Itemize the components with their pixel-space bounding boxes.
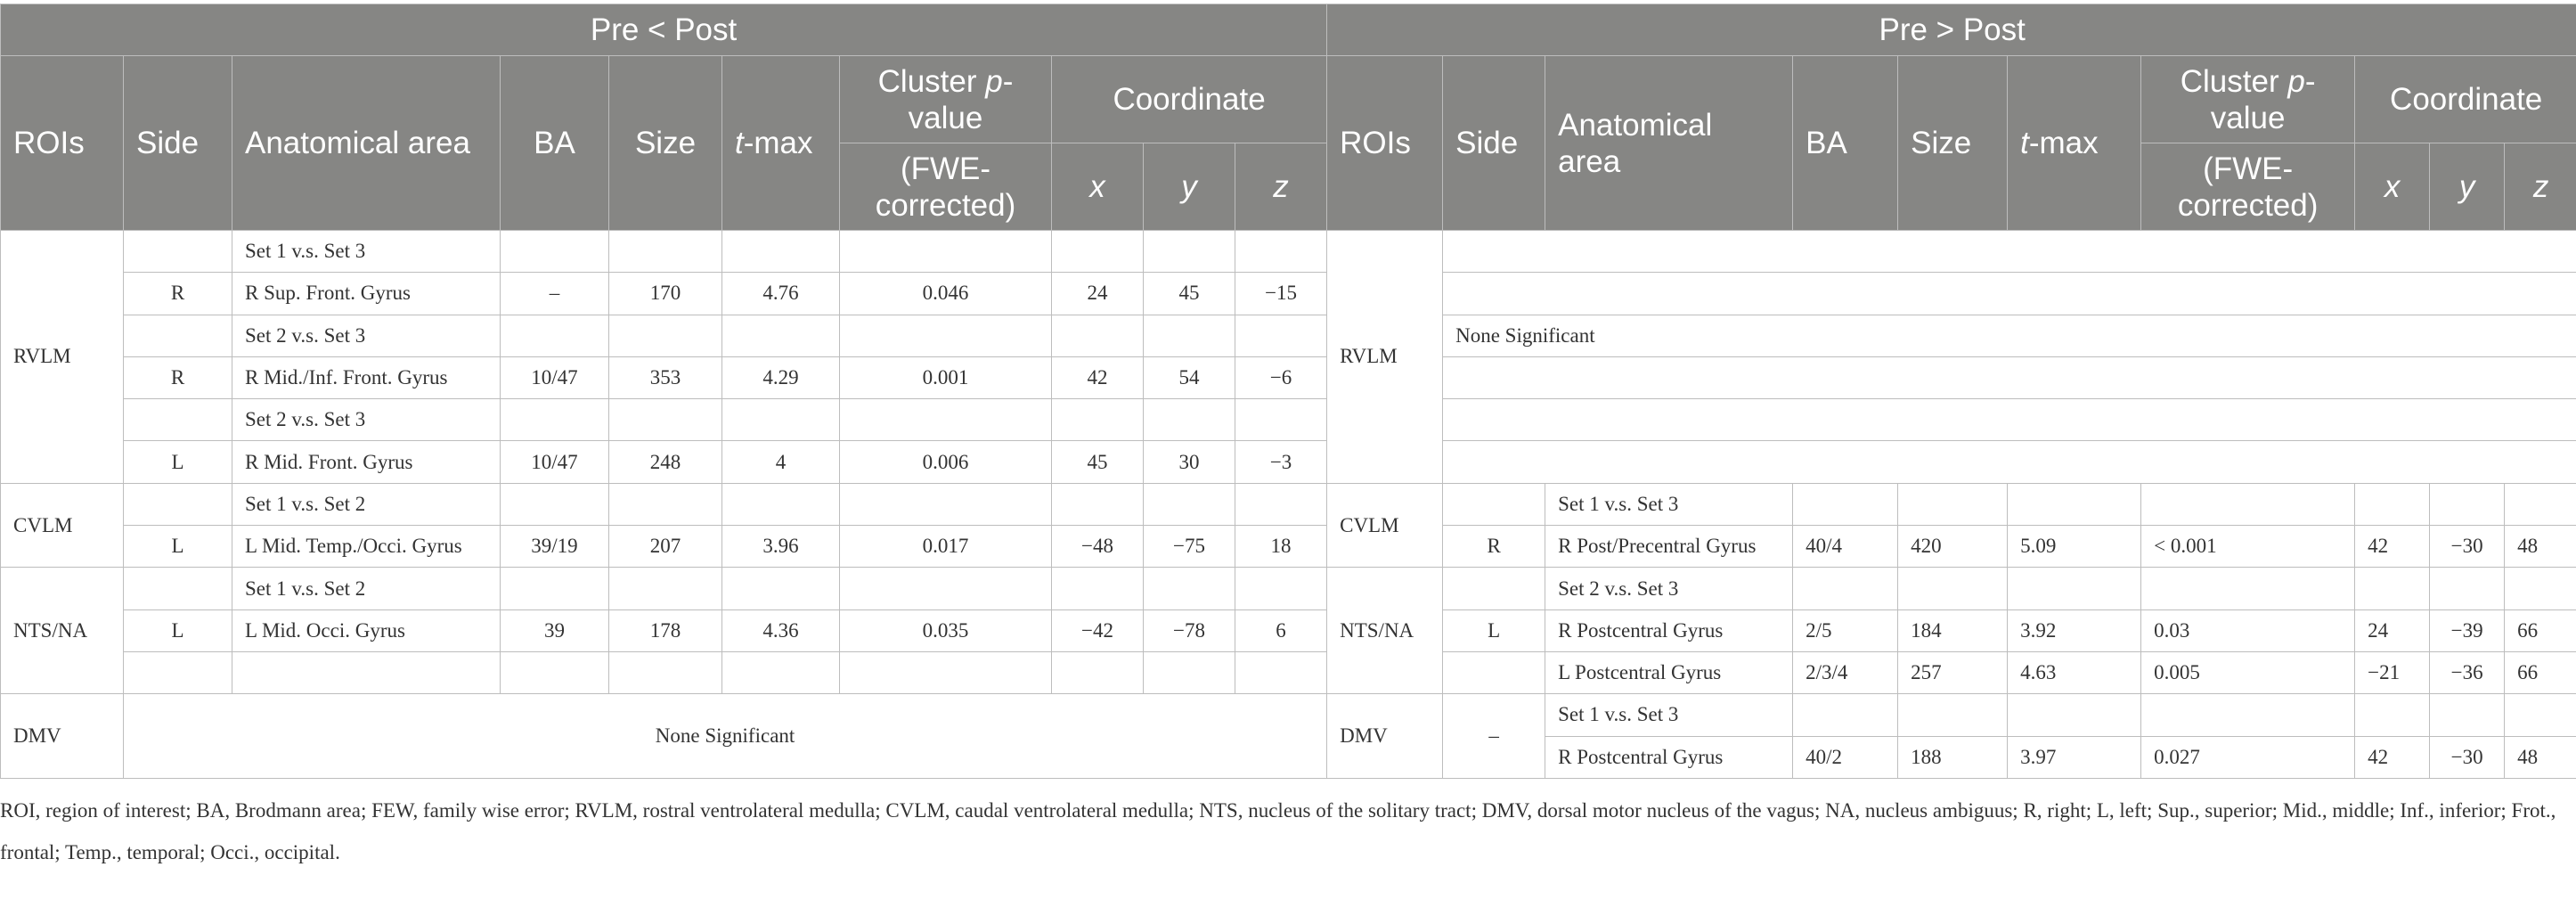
cell-size: 420 [1898,526,2008,568]
table-row [1,694,2576,736]
cell-ba: 40/2 [1793,736,1898,778]
cell-size [609,651,722,693]
cell-y [1144,231,1235,273]
cell-y: −30 [2430,736,2505,778]
header-anatomical-area: Anatomical area [232,56,501,231]
cell-p: 0.035 [840,609,1052,651]
cell-y: 54 [1144,356,1235,398]
cell-ba [1793,568,1898,609]
cell-z [1235,651,1327,693]
cell-area: R Mid./Inf. Front. Gyrus [232,356,501,398]
cell-side [1443,483,1545,525]
cell-tmax [722,315,840,356]
cell-tmax: 3.96 [722,526,840,568]
header-x: x [1052,143,1144,231]
cell-area: Set 1 v.s. Set 2 [232,568,501,609]
cell-p [840,399,1052,441]
cell-z [1235,568,1327,609]
cell-ba [1793,483,1898,525]
cell-ba: 2/3/4 [1793,651,1898,693]
cell-ba: 39/19 [501,526,609,568]
cell-size: 178 [609,609,722,651]
cell-y: −30 [2430,526,2505,568]
cell-z: 66 [2505,651,2576,693]
cell-area: R Mid. Front. Gyrus [232,441,501,483]
none-significant-rvlm: None Significant [1443,315,2576,356]
header-ba-right: BA [1793,56,1898,231]
cell-z [1235,483,1327,525]
cell-z: 48 [2505,526,2576,568]
header-cluster-value-right: -value [2210,63,2316,135]
cell-empty-right [1443,273,2576,315]
cell-y [1144,315,1235,356]
table-row [1,356,2576,398]
header-size-right: Size [1898,56,2008,231]
cell-area: R Post/Precentral Gyrus [1545,526,1793,568]
cell-ba [501,568,609,609]
table-row [1,441,2576,483]
cell-y [1144,483,1235,525]
cell-z [1235,399,1327,441]
cell-z: 48 [2505,736,2576,778]
cell-p: 0.017 [840,526,1052,568]
table-row [1,609,2576,651]
cell-area: R Sup. Front. Gyrus [232,273,501,315]
header-ba: BA [501,56,609,231]
cell-size: 257 [1898,651,2008,693]
group-header-pre-gt-post: Pre > Post [1327,4,2576,56]
cell-x: 24 [2355,609,2430,651]
cell-side: L [1443,609,1545,651]
cell-side: L [124,609,232,651]
cell-y: −36 [2430,651,2505,693]
cell-tmax: 4 [722,441,840,483]
header-anatomical-area-right: Anatomical area [1545,56,1793,231]
cell-ba: – [501,273,609,315]
cell-p: 0.046 [840,273,1052,315]
header-t-max-right-rest: -max [2028,126,2099,160]
cell-side: – [1443,694,1545,779]
cell-y [1144,651,1235,693]
header-cluster-p-value-right [2141,56,2355,143]
cell-z [2505,568,2576,609]
roi-dmv-left: DMV [1,694,124,779]
cell-x [1052,483,1144,525]
cell-x: 24 [1052,273,1144,315]
cell-y: 30 [1144,441,1235,483]
cell-size [609,231,722,273]
cell-size: 353 [609,356,722,398]
cell-x: 42 [2355,736,2430,778]
cell-tmax [722,651,840,693]
header-size: Size [609,56,722,231]
table-footnote: ROI, region of interest; BA, Brodmann area; FEW, family wise error; RVLM, rostral ventrolateral medulla; CVLM, caudal ventrolateral medulla; NTS, nucleus of the solitary tract; DMV, dorsal motor nucleus of the vagus; NA, nucleus ambiguus; R, right; L, left; Sup., superior; Mid., middle; Inf., inferior; Frot., frontal; Temp., temporal; Occi., occipital. [0,799,2556,863]
header-t-max-rest: -max [743,126,813,160]
cell-x: −42 [1052,609,1144,651]
header-cluster-p-right: p [2287,63,2305,99]
cell-z: 18 [1235,526,1327,568]
table-row [1,526,2576,568]
cell-z [2505,694,2576,736]
cell-ba [501,483,609,525]
cell-area: Set 1 v.s. Set 3 [1545,483,1793,525]
cell-tmax [2008,694,2141,736]
table-row [1,231,2576,273]
results-table [0,4,2576,779]
cell-side [1443,651,1545,693]
results-table-container [0,4,2576,779]
cell-p: 0.001 [840,356,1052,398]
cell-tmax [722,568,840,609]
cell-p [840,231,1052,273]
cell-area: Set 1 v.s. Set 3 [232,231,501,273]
cell-ba [501,315,609,356]
cell-size [1898,568,2008,609]
cell-p [2141,568,2355,609]
roi-rvlm-left: RVLM [1,231,124,484]
cell-z [1235,231,1327,273]
cell-ba: 2/5 [1793,609,1898,651]
header-z-right: z [2505,143,2576,231]
table-row [1,483,2576,525]
cell-x: 45 [1052,441,1144,483]
cell-side [124,568,232,609]
cell-p [840,483,1052,525]
cell-side: L [124,526,232,568]
cell-y [2430,568,2505,609]
header-cluster-p-value [840,56,1052,143]
cell-area: R Postcentral Gyrus [1545,609,1793,651]
cell-ba: 40/4 [1793,526,1898,568]
cell-ba [1793,694,1898,736]
cell-area: Set 2 v.s. Set 3 [232,315,501,356]
cell-tmax [722,483,840,525]
cell-y: −78 [1144,609,1235,651]
header-z: z [1235,143,1327,231]
cell-empty-right [1443,231,2576,273]
cell-size [609,568,722,609]
cell-p: 0.005 [2141,651,2355,693]
cell-area [232,651,501,693]
cell-x [1052,231,1144,273]
cell-area: L Postcentral Gyrus [1545,651,1793,693]
cell-size: 207 [609,526,722,568]
cell-size [1898,694,2008,736]
cell-size [609,399,722,441]
cell-x: −21 [2355,651,2430,693]
header-cluster-word-right: Cluster [2180,63,2288,99]
cell-area: Set 1 v.s. Set 3 [1545,694,1793,736]
group-header-pre-lt-post: Pre < Post [1,4,1327,56]
cell-p [2141,483,2355,525]
header-t-max-right-t: t [2020,126,2029,160]
cell-y: 45 [1144,273,1235,315]
cell-z: 6 [1235,609,1327,651]
cell-size: 170 [609,273,722,315]
cell-ba [501,231,609,273]
cell-p [840,568,1052,609]
roi-nts-left: NTS/NA [1,568,124,694]
cell-tmax: 4.63 [2008,651,2141,693]
cell-area: L Mid. Occi. Gyrus [232,609,501,651]
cell-empty-right [1443,399,2576,441]
table-row [1,399,2576,441]
cell-x [2355,483,2430,525]
cell-p: 0.006 [840,441,1052,483]
table-row [1,568,2576,609]
cell-p [840,315,1052,356]
cell-y [2430,694,2505,736]
cell-side: R [124,356,232,398]
cell-x: −48 [1052,526,1144,568]
cell-area: Set 1 v.s. Set 2 [232,483,501,525]
cell-area: L Mid. Temp./Occi. Gyrus [232,526,501,568]
cell-side: R [1443,526,1545,568]
table-row [1,651,2576,693]
header-fwe-corrected-right: (FWE-corrected) [2141,143,2355,231]
cell-ba [501,399,609,441]
cell-tmax: 5.09 [2008,526,2141,568]
cell-area: Set 2 v.s. Set 3 [1545,568,1793,609]
cell-z: 66 [2505,609,2576,651]
header-cluster-word: Cluster [877,63,986,99]
cell-ba: 39 [501,609,609,651]
cell-side: R [124,273,232,315]
cell-size: 184 [1898,609,2008,651]
cell-x: 42 [2355,526,2430,568]
cell-x [1052,315,1144,356]
cell-size: 248 [609,441,722,483]
cell-x [1052,568,1144,609]
header-t-max [722,56,840,231]
cell-x [1052,651,1144,693]
cell-x: 42 [1052,356,1144,398]
header-x-right: x [2355,143,2430,231]
header-rois-right: ROIs [1327,56,1443,231]
cell-side [124,231,232,273]
none-significant-dmv: None Significant [124,694,1327,779]
table-row [1,315,2576,356]
cell-y: −39 [2430,609,2505,651]
header-coordinate: Coordinate [1052,56,1327,143]
cell-tmax [2008,483,2141,525]
cell-z: −15 [1235,273,1327,315]
cell-z [1235,315,1327,356]
cell-tmax: 3.92 [2008,609,2141,651]
cell-ba [501,651,609,693]
cell-area: R Postcentral Gyrus [1545,736,1793,778]
cell-area: Set 2 v.s. Set 3 [232,399,501,441]
cell-empty-right [1443,441,2576,483]
header-y-right: y [2430,143,2505,231]
cell-tmax [2008,568,2141,609]
roi-cvlm-left: CVLM [1,483,124,568]
cell-tmax [722,399,840,441]
cell-z: −3 [1235,441,1327,483]
cell-side [124,315,232,356]
cell-tmax: 4.29 [722,356,840,398]
header-y: y [1144,143,1235,231]
cell-p: < 0.001 [2141,526,2355,568]
header-rois: ROIs [1,56,124,231]
cell-tmax [722,231,840,273]
cell-y [2430,483,2505,525]
cell-x [2355,568,2430,609]
header-side: Side [124,56,232,231]
table-row [1,273,2576,315]
cell-side [124,651,232,693]
header-cluster-p: p [985,63,1003,99]
cell-side [124,483,232,525]
cell-z: −6 [1235,356,1327,398]
roi-cvlm-right: CVLM [1327,483,1443,568]
header-cluster-value: -value [908,63,1014,135]
cell-x [1052,399,1144,441]
cell-y: −75 [1144,526,1235,568]
roi-rvlm-right: RVLM [1327,231,1443,484]
cell-empty-right [1443,356,2576,398]
cell-p: 0.03 [2141,609,2355,651]
cell-side [124,399,232,441]
cell-ba: 10/47 [501,441,609,483]
cell-side [1443,568,1545,609]
header-fwe-corrected: (FWE-corrected) [840,143,1052,231]
cell-size [609,315,722,356]
cell-tmax: 3.97 [2008,736,2141,778]
header-coordinate-right: Coordinate [2355,56,2576,143]
header-t-max-t: t [735,126,744,160]
cell-z [2505,483,2576,525]
cell-ba: 10/47 [501,356,609,398]
cell-side: L [124,441,232,483]
cell-size: 188 [1898,736,2008,778]
header-side-right: Side [1443,56,1545,231]
cell-x [2355,694,2430,736]
roi-nts-right: NTS/NA [1327,568,1443,694]
cell-y [1144,568,1235,609]
cell-tmax: 4.36 [722,609,840,651]
cell-p [2141,694,2355,736]
cell-p: 0.027 [2141,736,2355,778]
cell-size [609,483,722,525]
cell-size [1898,483,2008,525]
cell-p [840,651,1052,693]
roi-dmv-right: DMV [1327,694,1443,779]
cell-tmax: 4.76 [722,273,840,315]
header-t-max-right [2008,56,2141,231]
cell-y [1144,399,1235,441]
